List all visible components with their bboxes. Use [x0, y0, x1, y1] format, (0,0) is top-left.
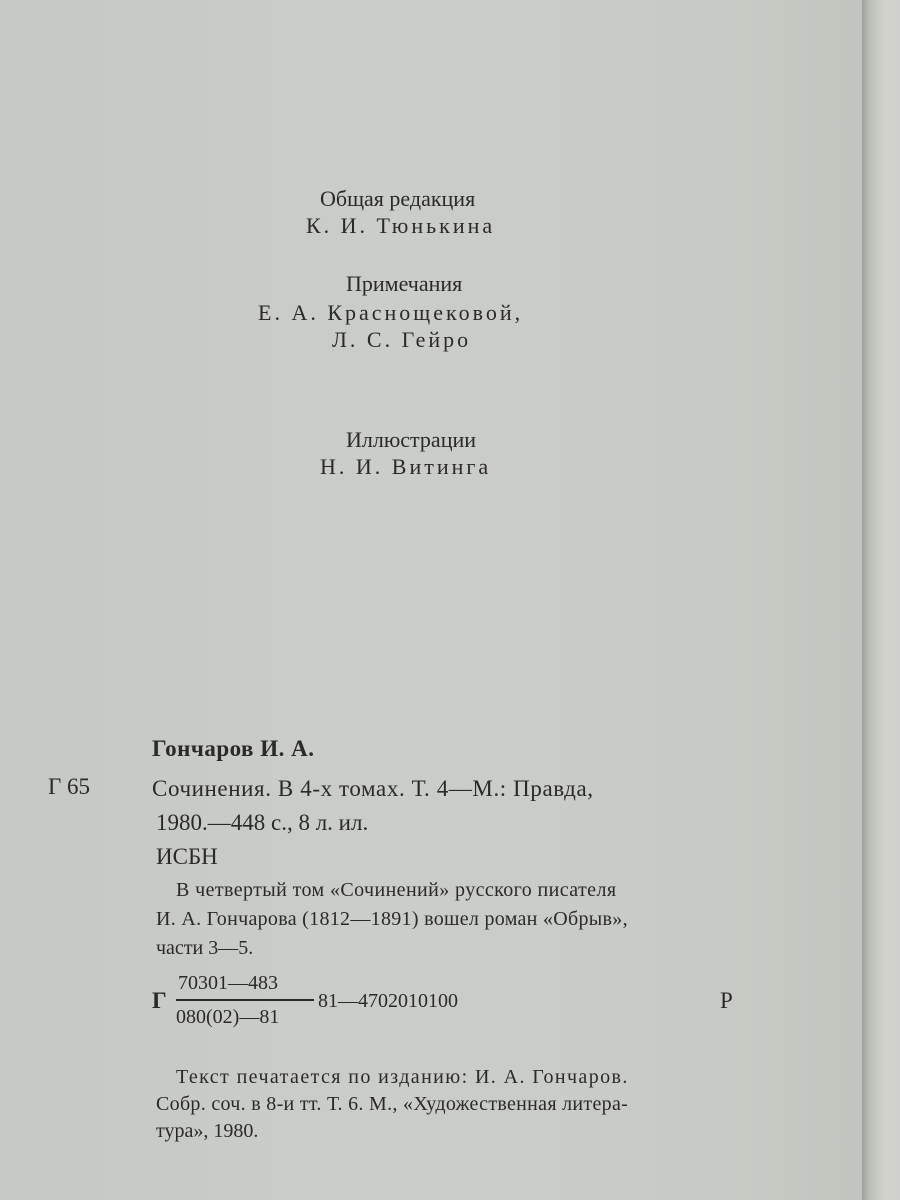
notes-name-1: Е. А. Краснощековой, — [258, 300, 524, 325]
catalog-isbn: ИСБН — [156, 844, 218, 869]
notes-name-2: Л. С. Гейро — [332, 327, 472, 352]
classification-right: Р — [720, 988, 733, 1013]
illustrations-name: Н. И. Витинга — [320, 454, 492, 479]
page-edge — [862, 0, 900, 1200]
illustrations-label: Иллюстрации — [346, 427, 477, 452]
source-note-line-3: тура», 1980. — [156, 1120, 259, 1142]
catalog-author: Гончаров И. А. — [152, 736, 315, 761]
catalog-title-line: Сочинения. В 4-х томах. Т. 4—М.: Правда, — [152, 776, 594, 801]
source-note-line-2: Собр. соч. в 8-и тт. Т. 6. М., «Художественная литера- — [156, 1093, 629, 1115]
classification-letter: Г — [152, 988, 167, 1013]
editor-name: К. И. Тюнькина — [306, 213, 496, 238]
catalog-index: Г 65 — [48, 774, 91, 799]
classification-code: 81—4702010100 — [318, 990, 458, 1012]
annotation-line-1: В четвертый том «Сочинений» русского писателя — [176, 879, 617, 901]
catalog-imprint-line: 1980.—448 с., 8 л. ил. — [156, 810, 369, 835]
source-note-line-1: Текст печатается по изданию: И. А. Гончаров. — [176, 1066, 629, 1088]
annotation-line-3: части 3—5. — [156, 937, 254, 959]
notes-label: Примечания — [346, 271, 463, 296]
annotation-line-2: И. А. Гончарова (1812—1891) вошел роман «Обрыв», — [156, 908, 628, 930]
classification-denominator: 080(02)—81 — [176, 1006, 280, 1028]
classification-numerator: 70301—483 — [178, 972, 278, 994]
fraction-line — [176, 999, 314, 1001]
editor-label: Общая редакция — [320, 186, 476, 211]
